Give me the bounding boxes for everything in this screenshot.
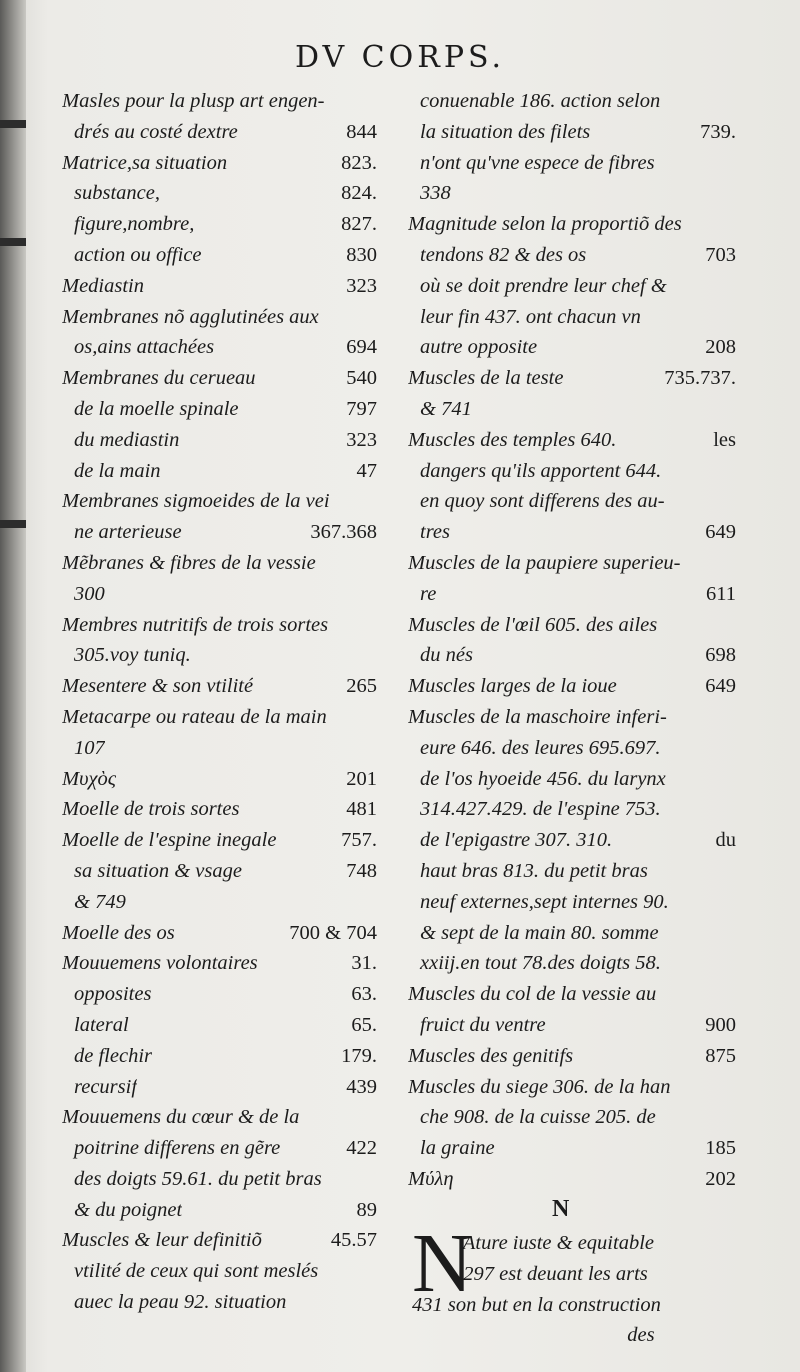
entry-text: figure,nombre,	[74, 213, 195, 236]
entry-text: neuf externes,sept internes 90.	[420, 890, 669, 913]
index-entry	[62, 486, 377, 517]
page-reference: 823.	[341, 151, 377, 174]
entry-text: Muscles & leur definitiõ	[62, 1229, 262, 1252]
entry-text: vtilité de ceux qui sont meslés	[74, 1260, 319, 1283]
index-entry	[62, 425, 377, 456]
index-entry: des	[412, 1324, 655, 1347]
entry-text: de flechir	[74, 1044, 152, 1067]
page-gutter	[0, 0, 26, 1372]
entry-text: Moelle des os	[62, 921, 175, 944]
index-entry	[408, 671, 736, 702]
index-entry	[62, 640, 377, 671]
index-section-n	[412, 1228, 742, 1351]
page-reference: 179.	[341, 1044, 377, 1067]
page-reference: 367.368	[310, 521, 377, 544]
entry-text: Masles pour la plusp art engen-	[62, 90, 325, 112]
entry-text: substance,	[74, 182, 160, 205]
index-entry	[408, 1010, 736, 1041]
index-entry	[408, 178, 736, 209]
entry-text: eure 646. des leures 695.697.	[420, 736, 661, 759]
index-entry	[408, 1041, 736, 1072]
entry-text: des doigts 59.61. du petit bras	[74, 1167, 322, 1190]
index-entry	[62, 856, 377, 887]
entry-text: che 908. de la cuisse 205. de	[420, 1106, 656, 1129]
entry-text: conuenable 186. action selon	[420, 90, 661, 112]
index-entry	[408, 794, 736, 825]
entry-text: opposites	[74, 983, 152, 1006]
entry-text: auec la peau 92. situation	[74, 1291, 287, 1314]
index-entry	[408, 702, 736, 733]
entry-text: & 741	[420, 397, 472, 420]
page-reference: 63.	[351, 983, 377, 1006]
entry-text: poitrine differens en gẽre	[74, 1137, 281, 1160]
entry-text: 300	[74, 582, 105, 605]
index-entry	[408, 1164, 736, 1195]
index-entry	[408, 209, 736, 240]
entry-text: en quoy sont differens des au-	[420, 490, 665, 513]
index-entry	[408, 394, 736, 425]
page-reference: 649	[705, 521, 736, 544]
index-entry	[408, 1133, 736, 1164]
entry-text: Mesentere & son vtilité	[62, 675, 254, 698]
index-entry	[62, 1164, 377, 1195]
entry-text: Moelle de trois sortes	[62, 798, 240, 821]
entry-text: Muscles de la teste	[408, 367, 564, 390]
page-reference: 208	[705, 336, 736, 359]
entry-text: où se doit prendre leur chef &	[420, 274, 667, 297]
index-entry	[62, 456, 377, 487]
entry-text: Mẽbranes & fibres de la vessie	[62, 551, 316, 574]
index-entry: Ature iuste & equitable	[412, 1232, 654, 1254]
entry-text: Muscles de l'œil 605. des ailes	[408, 613, 658, 636]
page-reference: 700 & 704	[289, 921, 377, 944]
page-reference: 611	[706, 582, 736, 605]
index-entry	[62, 1133, 377, 1164]
index-entry	[62, 117, 377, 148]
page-reference: 47	[356, 459, 377, 482]
page-reference: 739.	[700, 120, 736, 143]
entry-text: leur fin 437. ont chacun vn	[420, 305, 641, 328]
entry-text: Magnitude selon la proportiõ des	[408, 213, 682, 236]
entry-text: du nés	[420, 644, 473, 667]
entry-text: action ou office	[74, 243, 202, 266]
page-reference: 439	[346, 1075, 377, 1098]
entry-text: la graine	[420, 1137, 495, 1160]
index-entry	[62, 1195, 377, 1226]
entry-text: Mediastin	[62, 274, 144, 297]
entry-text: Muscles des genitifs	[408, 1044, 574, 1067]
index-entry	[408, 856, 736, 887]
index-entry	[62, 671, 377, 702]
gutter-mark	[0, 520, 26, 528]
index-entry	[62, 887, 377, 918]
index-entry	[62, 1041, 377, 1072]
page-reference: 797	[346, 397, 377, 420]
entry-text: dangers qu'ils apportent 644.	[420, 459, 662, 482]
index-entry	[62, 825, 377, 856]
entry-text: tendons 82 & des os	[420, 243, 587, 266]
entry-text: & sept de la main 80. somme	[420, 921, 659, 944]
index-entry	[408, 1102, 736, 1133]
entry-text: Muscles des temples 640.	[408, 428, 617, 451]
index-entry	[408, 425, 736, 456]
gutter-mark	[0, 120, 26, 128]
page-reference: du	[715, 829, 736, 852]
index-entry	[408, 148, 736, 179]
entry-text: Moelle de l'espine inegale	[62, 829, 277, 852]
page-reference: 89	[356, 1198, 377, 1221]
entry-text: xxiij.en tout 78.des doigts 58.	[420, 952, 661, 975]
index-entry	[408, 1072, 736, 1103]
page-reference: 201	[346, 767, 377, 790]
index-entry	[408, 86, 736, 117]
index-entry	[408, 764, 736, 795]
index-entry	[408, 240, 736, 271]
page-reference: 422	[346, 1137, 377, 1160]
index-entry	[408, 579, 736, 610]
entry-text: Μύλη	[408, 1167, 454, 1190]
page-reference: 735.737.	[664, 367, 736, 390]
entry-text: ne arterieuse	[74, 521, 182, 544]
index-entry	[62, 178, 377, 209]
entry-text: 314.427.429. de l'espine 753.	[420, 798, 661, 821]
page-reference: 900	[705, 1013, 736, 1036]
index-entry	[408, 486, 736, 517]
index-entry	[62, 733, 377, 764]
entry-text: 107	[74, 736, 105, 759]
index-entry	[62, 764, 377, 795]
index-entry	[62, 148, 377, 179]
entry-text: Membres nutritifs de trois sortes	[62, 613, 329, 636]
index-entry	[408, 733, 736, 764]
page-reference: 540	[346, 367, 377, 390]
index-column-right	[408, 86, 736, 1195]
page-reference: 649	[705, 675, 736, 698]
index-entry	[62, 548, 377, 579]
entry-text: Muscles de la maschoire inferi-	[408, 705, 667, 728]
page-reference: les	[713, 428, 736, 451]
page-reference: 323	[346, 274, 377, 297]
index-entry	[62, 86, 377, 117]
entry-text: sa situation & vsage	[74, 859, 242, 882]
page-reference: 202	[705, 1167, 736, 1190]
entry-text: fruict du ventre	[420, 1013, 546, 1036]
index-entry	[62, 332, 377, 363]
entry-text: Mυχὸς	[62, 767, 117, 790]
entry-text: & 749	[74, 890, 126, 913]
entry-text: de l'os hyoeide 456. du larynx	[420, 767, 666, 790]
index-entry	[62, 1072, 377, 1103]
index-entry	[408, 887, 736, 918]
index-entry	[62, 394, 377, 425]
index-entry	[62, 517, 377, 548]
index-entry: 431 son but en la construction	[412, 1293, 661, 1316]
section-letter: N	[552, 1196, 570, 1222]
page-reference: 757.	[341, 829, 377, 852]
index-entry	[62, 209, 377, 240]
page-reference: 65.	[351, 1013, 377, 1036]
page-reference: 824.	[341, 182, 377, 205]
entry-text: 338	[420, 182, 451, 205]
page-reference: 844	[346, 120, 377, 143]
page-reference: 31.	[351, 952, 377, 975]
index-entry	[62, 1010, 377, 1041]
entry-text: Muscles du siege 306. de la han	[408, 1075, 671, 1098]
entry-text: os,ains attachées	[74, 336, 215, 359]
index-entry	[62, 918, 377, 949]
index-entry	[62, 979, 377, 1010]
index-entry	[408, 979, 736, 1010]
page-reference: 830	[346, 243, 377, 266]
page-reference: 481	[346, 798, 377, 821]
index-entry	[62, 271, 377, 302]
index-entry	[408, 918, 736, 949]
index-entry	[408, 117, 736, 148]
page-reference: 323	[346, 428, 377, 451]
index-entry	[408, 825, 736, 856]
index-entry	[62, 1287, 377, 1318]
page-reference: 185	[705, 1137, 736, 1160]
index-entry	[62, 794, 377, 825]
index-entry	[408, 332, 736, 363]
entry-text: Membranes nõ agglutinées aux	[62, 305, 319, 328]
index-entry	[62, 1256, 377, 1287]
entry-text: 305.voy tuniq.	[74, 644, 191, 667]
entry-text: Muscles du col de la vessie au	[408, 983, 657, 1006]
entry-text: de la main	[74, 459, 161, 482]
entry-text: tres	[420, 521, 450, 544]
entry-text: autre opposite	[420, 336, 538, 359]
drop-cap: N	[412, 1217, 473, 1310]
index-entry	[62, 302, 377, 333]
index-entry	[408, 363, 736, 394]
index-entry	[408, 302, 736, 333]
index-column-left	[62, 86, 377, 1318]
page-reference: 748	[346, 859, 377, 882]
entry-text: n'ont qu'vne espece de fibres	[420, 151, 655, 174]
index-entry	[408, 640, 736, 671]
index-entry	[62, 610, 377, 641]
page-reference: 827.	[341, 213, 377, 236]
index-entry	[408, 548, 736, 579]
index-entry: 297 est deuant les arts	[412, 1262, 648, 1285]
index-entry	[408, 271, 736, 302]
entry-text: Matrice,sa situation	[62, 151, 228, 174]
entry-text: Muscles larges de la ioue	[408, 675, 617, 698]
entry-text: Metacarpe ou rateau de la main	[62, 705, 327, 728]
entry-text: re	[420, 582, 437, 605]
index-entry	[408, 948, 736, 979]
entry-text: Mouuemens volontaires	[62, 952, 258, 975]
entry-text: de la moelle spinale	[74, 397, 239, 420]
page-reference: 265	[346, 675, 377, 698]
entry-text: lateral	[74, 1013, 129, 1036]
index-entry	[62, 1102, 377, 1133]
index-entry	[408, 517, 736, 548]
index-entry	[62, 948, 377, 979]
index-entry	[408, 610, 736, 641]
page-reference: 45.57	[330, 1229, 377, 1252]
entry-text: Membranes sigmoeides de la vei	[62, 490, 330, 513]
page-reference: 694	[346, 336, 377, 359]
entry-text: Membranes du cerueau	[62, 367, 256, 390]
entry-text: Muscles de la paupiere superieu-	[408, 551, 681, 574]
entry-text: de l'epigastre 307. 310.	[420, 829, 613, 852]
index-entry	[62, 1225, 377, 1256]
entry-text: Mouuemens du cœur & de la	[62, 1106, 300, 1129]
entry-text: recursif	[74, 1075, 138, 1098]
page-reference: 875	[705, 1044, 736, 1067]
entry-text: la situation des filets	[420, 120, 591, 143]
entry-text: du mediastin	[74, 428, 180, 451]
index-entry	[62, 579, 377, 610]
entry-text: & du poignet	[74, 1198, 183, 1221]
index-entry	[408, 456, 736, 487]
entry-text: haut bras 813. du petit bras	[420, 859, 648, 882]
index-entry	[62, 702, 377, 733]
running-header: DV CORPS.	[294, 40, 506, 75]
page-reference: 698	[705, 644, 736, 667]
gutter-mark	[0, 238, 26, 246]
entry-text: drés au costé dextre	[74, 120, 238, 143]
index-entry	[62, 363, 377, 394]
index-entry	[62, 240, 377, 271]
page-reference: 703	[705, 243, 736, 266]
